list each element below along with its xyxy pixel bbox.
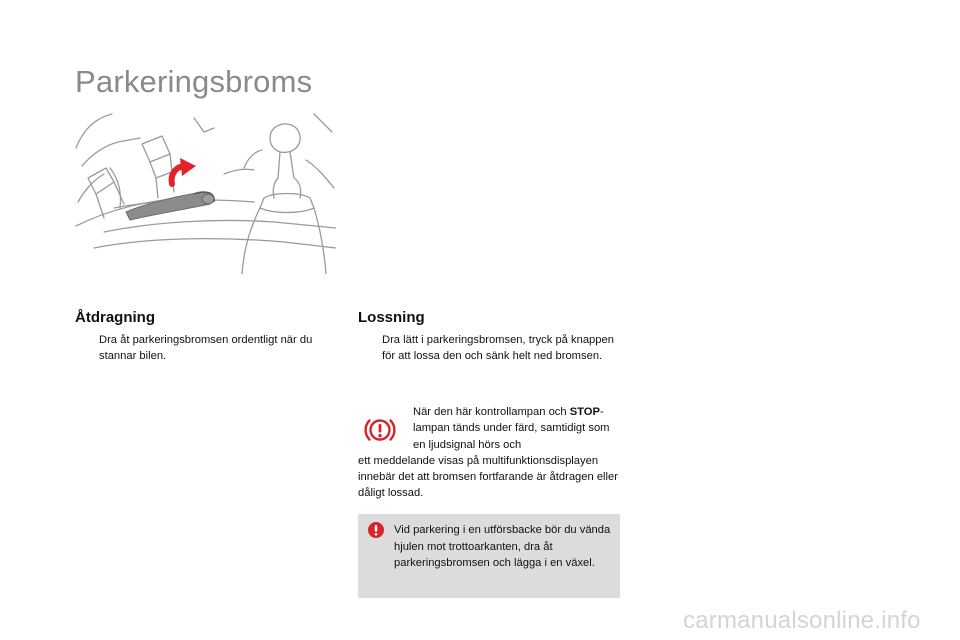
note-text: Vid parkering i en utförsbacke bör du vända hjulen mot trottoarkanten, dra åt parkeringsbromsen och lägga i en växel. [394, 524, 611, 569]
watermark: carmanualsonline.info [683, 607, 921, 634]
engage-instruction [75, 332, 345, 364]
page-title: Parkeringsbroms [75, 64, 313, 99]
engage-instruction-text: Dra åt parkeringsbromsen ordentligt när du stannar bilen. [99, 334, 313, 362]
warning-text-intro [358, 404, 620, 453]
warning-text-after: -lampan tänds under färd, samtidigt som en ljudsignal hörs och [413, 406, 610, 451]
section-heading-engage: Åtdragning [75, 309, 155, 326]
brake-warning-icon [364, 414, 396, 446]
exclamation-icon [368, 522, 384, 538]
release-instruction-text: Dra lätt i parkeringsbromsen, tryck på knappen för att lossa den och sänk helt ned bromsen. [382, 334, 614, 362]
brake-warning-block [358, 404, 620, 502]
stop-keyword: STOP [569, 406, 600, 418]
release-instruction [358, 332, 618, 364]
warning-text-rest: ett meddelande visas på multifunktionsdisplayen innebär det att bromsen fortfarande är åtdragen eller dåligt lossad. [358, 454, 618, 500]
note-box [358, 514, 620, 598]
section-heading-release: Lossning [358, 309, 425, 326]
parking-brake-illustration [74, 108, 336, 274]
warning-text-before: När den här kontrollampan och [413, 406, 570, 418]
